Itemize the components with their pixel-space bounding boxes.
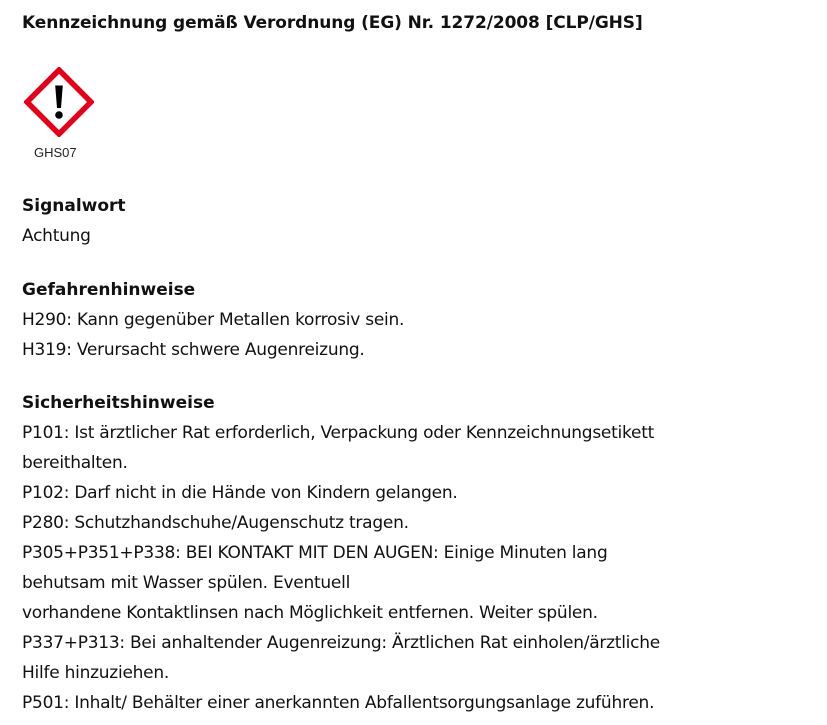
precautionary-statement: P305+P351+P338: BEI KONTAKT MIT DEN AUGEN: Einige Minuten lang [22,543,608,563]
precautionary-statement: Hilfe hinzuziehen. [22,663,170,683]
hazard-statement: H319: Verursacht schwere Augenreizung. [22,340,365,360]
precautionary-statement: P280: Schutzhandschuhe/Augenschutz tragen. [22,513,409,533]
hazard-statements-section [22,275,812,365]
section-heading: Sicherheitshinweise [22,393,215,413]
section-heading: Signalwort [22,196,126,216]
hazard-statement: H290: Kann gegenüber Metallen korrosiv sein. [22,310,405,330]
precautionary-statement: bereithalten. [22,453,128,473]
precautionary-statement: P501: Inhalt/ Behälter einer anerkannten Abfallentsorgungsanlage zuführen. [22,693,655,713]
pictogram-code: GHS07 [34,145,77,160]
precautionary-statement: P101: Ist ärztlicher Rat erforderlich, Verpackung oder Kennzeichnungsetikett [22,423,655,443]
precautionary-statement: vorhandene Kontaktlinsen nach Möglichkeit entfernen. Weiter spülen. [22,603,598,623]
signal-word-value: Achtung [22,226,91,246]
precautionary-statement: P337+P313: Bei anhaltender Augenreizung: Ärztlichen Rat einholen/ärztliche [22,633,660,653]
section-heading: Gefahrenhinweise [22,280,196,300]
precautionary-statement: behutsam mit Wasser spülen. Eventuell [22,573,351,593]
precautionary-statements-section [22,388,812,718]
signal-word-section [22,191,812,251]
ghs07-exclamation-mark-icon [24,67,94,137]
document-title: Kennzeichnung gemäß Verordnung (EG) Nr. 1272/2008 [CLP/GHS] [22,13,643,33]
precautionary-statement: P102: Darf nicht in die Hände von Kindern gelangen. [22,483,458,503]
